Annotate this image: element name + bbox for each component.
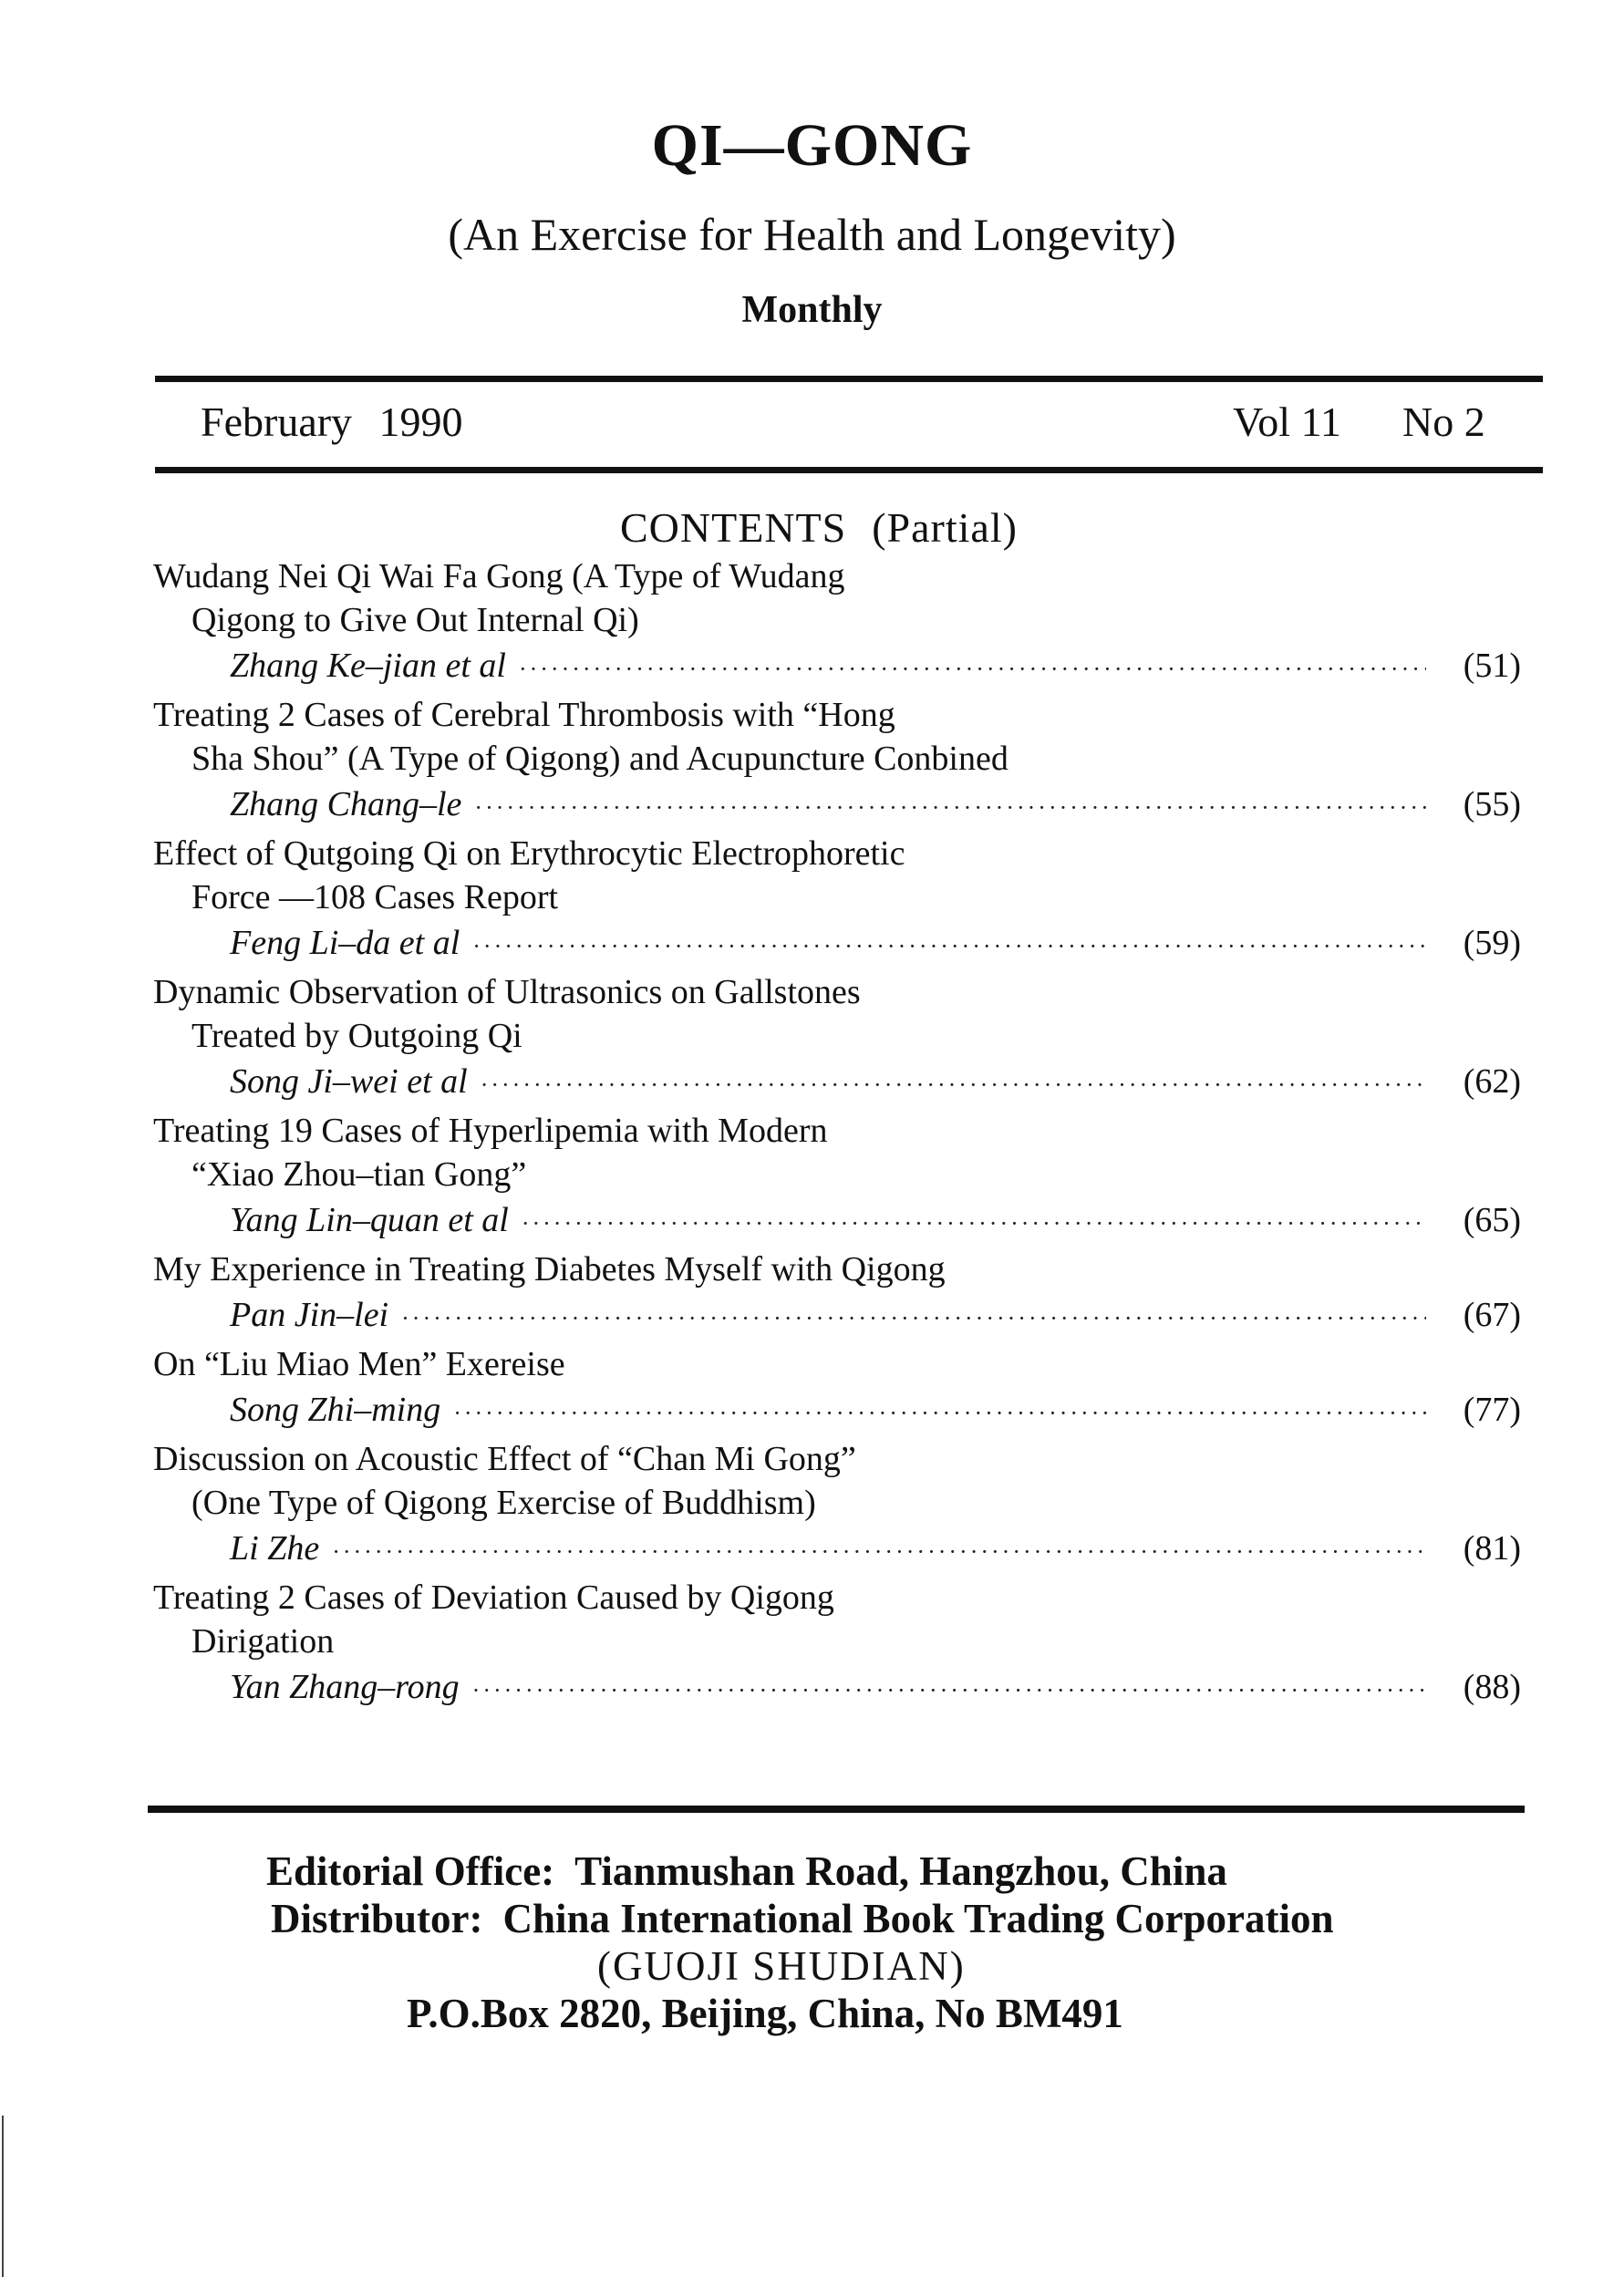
entry-title-line: Sha Shou” (A Type of Qigong) and Acupuncture Conbined [191, 740, 1009, 778]
entry-author: Zhang Chang–le [230, 785, 462, 823]
journal-subtitle: (An Exercise for Health and Longevity) [448, 209, 1176, 260]
contents-entry [153, 1109, 1521, 1247]
top-rule [155, 376, 1543, 382]
entry-author: Yan Zhang–rong [230, 1668, 460, 1706]
entry-title-line: Discussion on Acoustic Effect of “Chan Mi Gong” [153, 1440, 856, 1478]
contents-entry [153, 832, 1521, 970]
entry-author-row [153, 642, 1521, 693]
dot-leader [474, 784, 1426, 832]
entry-author: Feng Li–da et al [230, 924, 460, 962]
contents-entry [153, 1247, 1521, 1342]
contents-entry [153, 1437, 1521, 1576]
entry-title-line: (One Type of Qigong Exercise of Buddhism) [191, 1484, 816, 1522]
entry-title-line: Dirigation [191, 1622, 335, 1661]
entry-page-number: (51) [1463, 647, 1521, 685]
contents-entry [153, 1576, 1521, 1714]
entry-page-number: (65) [1463, 1201, 1521, 1239]
distributor-line [271, 1895, 1333, 1942]
issue-date: February 1990 [201, 398, 463, 445]
distributor-value: China International Book Trading Corporation [502, 1896, 1334, 1941]
contents-qualifier: (Partial) [872, 504, 1018, 551]
entry-author: Zhang Ke–jian et al [230, 647, 506, 685]
entry-title-line: Treating 2 Cases of Deviation Caused by Qigong [153, 1578, 834, 1617]
entry-author: Song Zhi–ming [230, 1391, 441, 1429]
entry-title-line: Qigong to Give Out Internal Qi) [191, 601, 639, 639]
footer-rule [148, 1806, 1525, 1813]
editorial-office-value: Tianmushan Road, Hangzhou, China [574, 1848, 1227, 1894]
entry-page-number: (62) [1463, 1062, 1521, 1101]
contents-title: CONTENTS [620, 504, 847, 551]
entry-title-line: Effect of Qutgoing Qi on Erythrocytic Electrophoretic [153, 834, 905, 873]
entry-title-line: Treated by Outgoing Qi [191, 1017, 522, 1055]
entry-author-row [153, 1386, 1521, 1437]
entry-author-row [153, 1291, 1521, 1342]
journal-title: QI—GONG [651, 112, 973, 179]
entry-page-number: (59) [1463, 924, 1521, 962]
dot-leader [453, 1390, 1426, 1437]
entry-title-line: Wudang Nei Qi Wai Fa Gong (A Type of Wudang [153, 557, 845, 595]
entry-page-number: (88) [1463, 1668, 1521, 1706]
entry-page-number: (55) [1463, 785, 1521, 823]
contents-heading [620, 503, 1018, 552]
dot-leader [522, 1200, 1426, 1247]
entry-page-number: (81) [1463, 1529, 1521, 1568]
entry-title-line: Dynamic Observation of Ultrasonics on Gallstones [153, 973, 861, 1011]
issue-volume: Vol 11 [1233, 398, 1341, 445]
contents-entry [153, 554, 1521, 693]
editorial-office-label: Editorial Office: [266, 1848, 555, 1894]
entry-title-line: Treating 2 Cases of Cerebral Thrombosis with “Hong [153, 696, 895, 734]
entry-author-row [153, 1663, 1521, 1714]
dot-leader [472, 923, 1426, 970]
entry-title-line: On “Liu Miao Men” Exereise [153, 1345, 565, 1383]
entry-author-row [153, 1525, 1521, 1576]
entry-author: Li Zhe [230, 1529, 320, 1568]
entry-title-line: “Xiao Zhou–tian Gong” [191, 1155, 527, 1194]
entry-title-line: Treating 19 Cases of Hyperlipemia with Modern [153, 1112, 828, 1150]
distributor-label: Distributor: [271, 1896, 483, 1941]
dot-leader [481, 1061, 1426, 1109]
dot-leader [519, 646, 1426, 693]
entry-author: Yang Lin–quan et al [230, 1201, 509, 1239]
entry-page-number: (77) [1463, 1391, 1521, 1429]
issue-rule [155, 467, 1543, 473]
contents-entry [153, 1342, 1521, 1437]
dot-leader [472, 1667, 1426, 1714]
table-of-contents [153, 554, 1521, 1714]
entry-author-row [153, 781, 1521, 832]
entry-page-number: (67) [1463, 1296, 1521, 1334]
entry-author-row [153, 1058, 1521, 1109]
publication-frequency: Monthly [741, 289, 883, 331]
entry-author-row [153, 919, 1521, 970]
editorial-office-line [266, 1847, 1227, 1895]
contents-entry [153, 970, 1521, 1109]
dot-leader [332, 1528, 1426, 1576]
entry-author: Song Ji–wei et al [230, 1062, 468, 1101]
entry-title-line: Force —108 Cases Report [191, 878, 559, 916]
issue-number: No 2 [1402, 398, 1485, 445]
contents-entry [153, 693, 1521, 832]
distributor-alias: (GUOJI SHUDIAN) [597, 1943, 966, 1989]
entry-title-line: My Experience in Treating Diabetes Myself with Qigong [153, 1250, 946, 1289]
entry-author: Pan Jin–lei [230, 1296, 389, 1334]
dot-leader [401, 1295, 1426, 1342]
entry-author-row [153, 1196, 1521, 1247]
po-box-line: P.O.Box 2820, Beijing, China, No BM491 [407, 1991, 1123, 2036]
scan-edge-mark [2, 2116, 4, 2277]
